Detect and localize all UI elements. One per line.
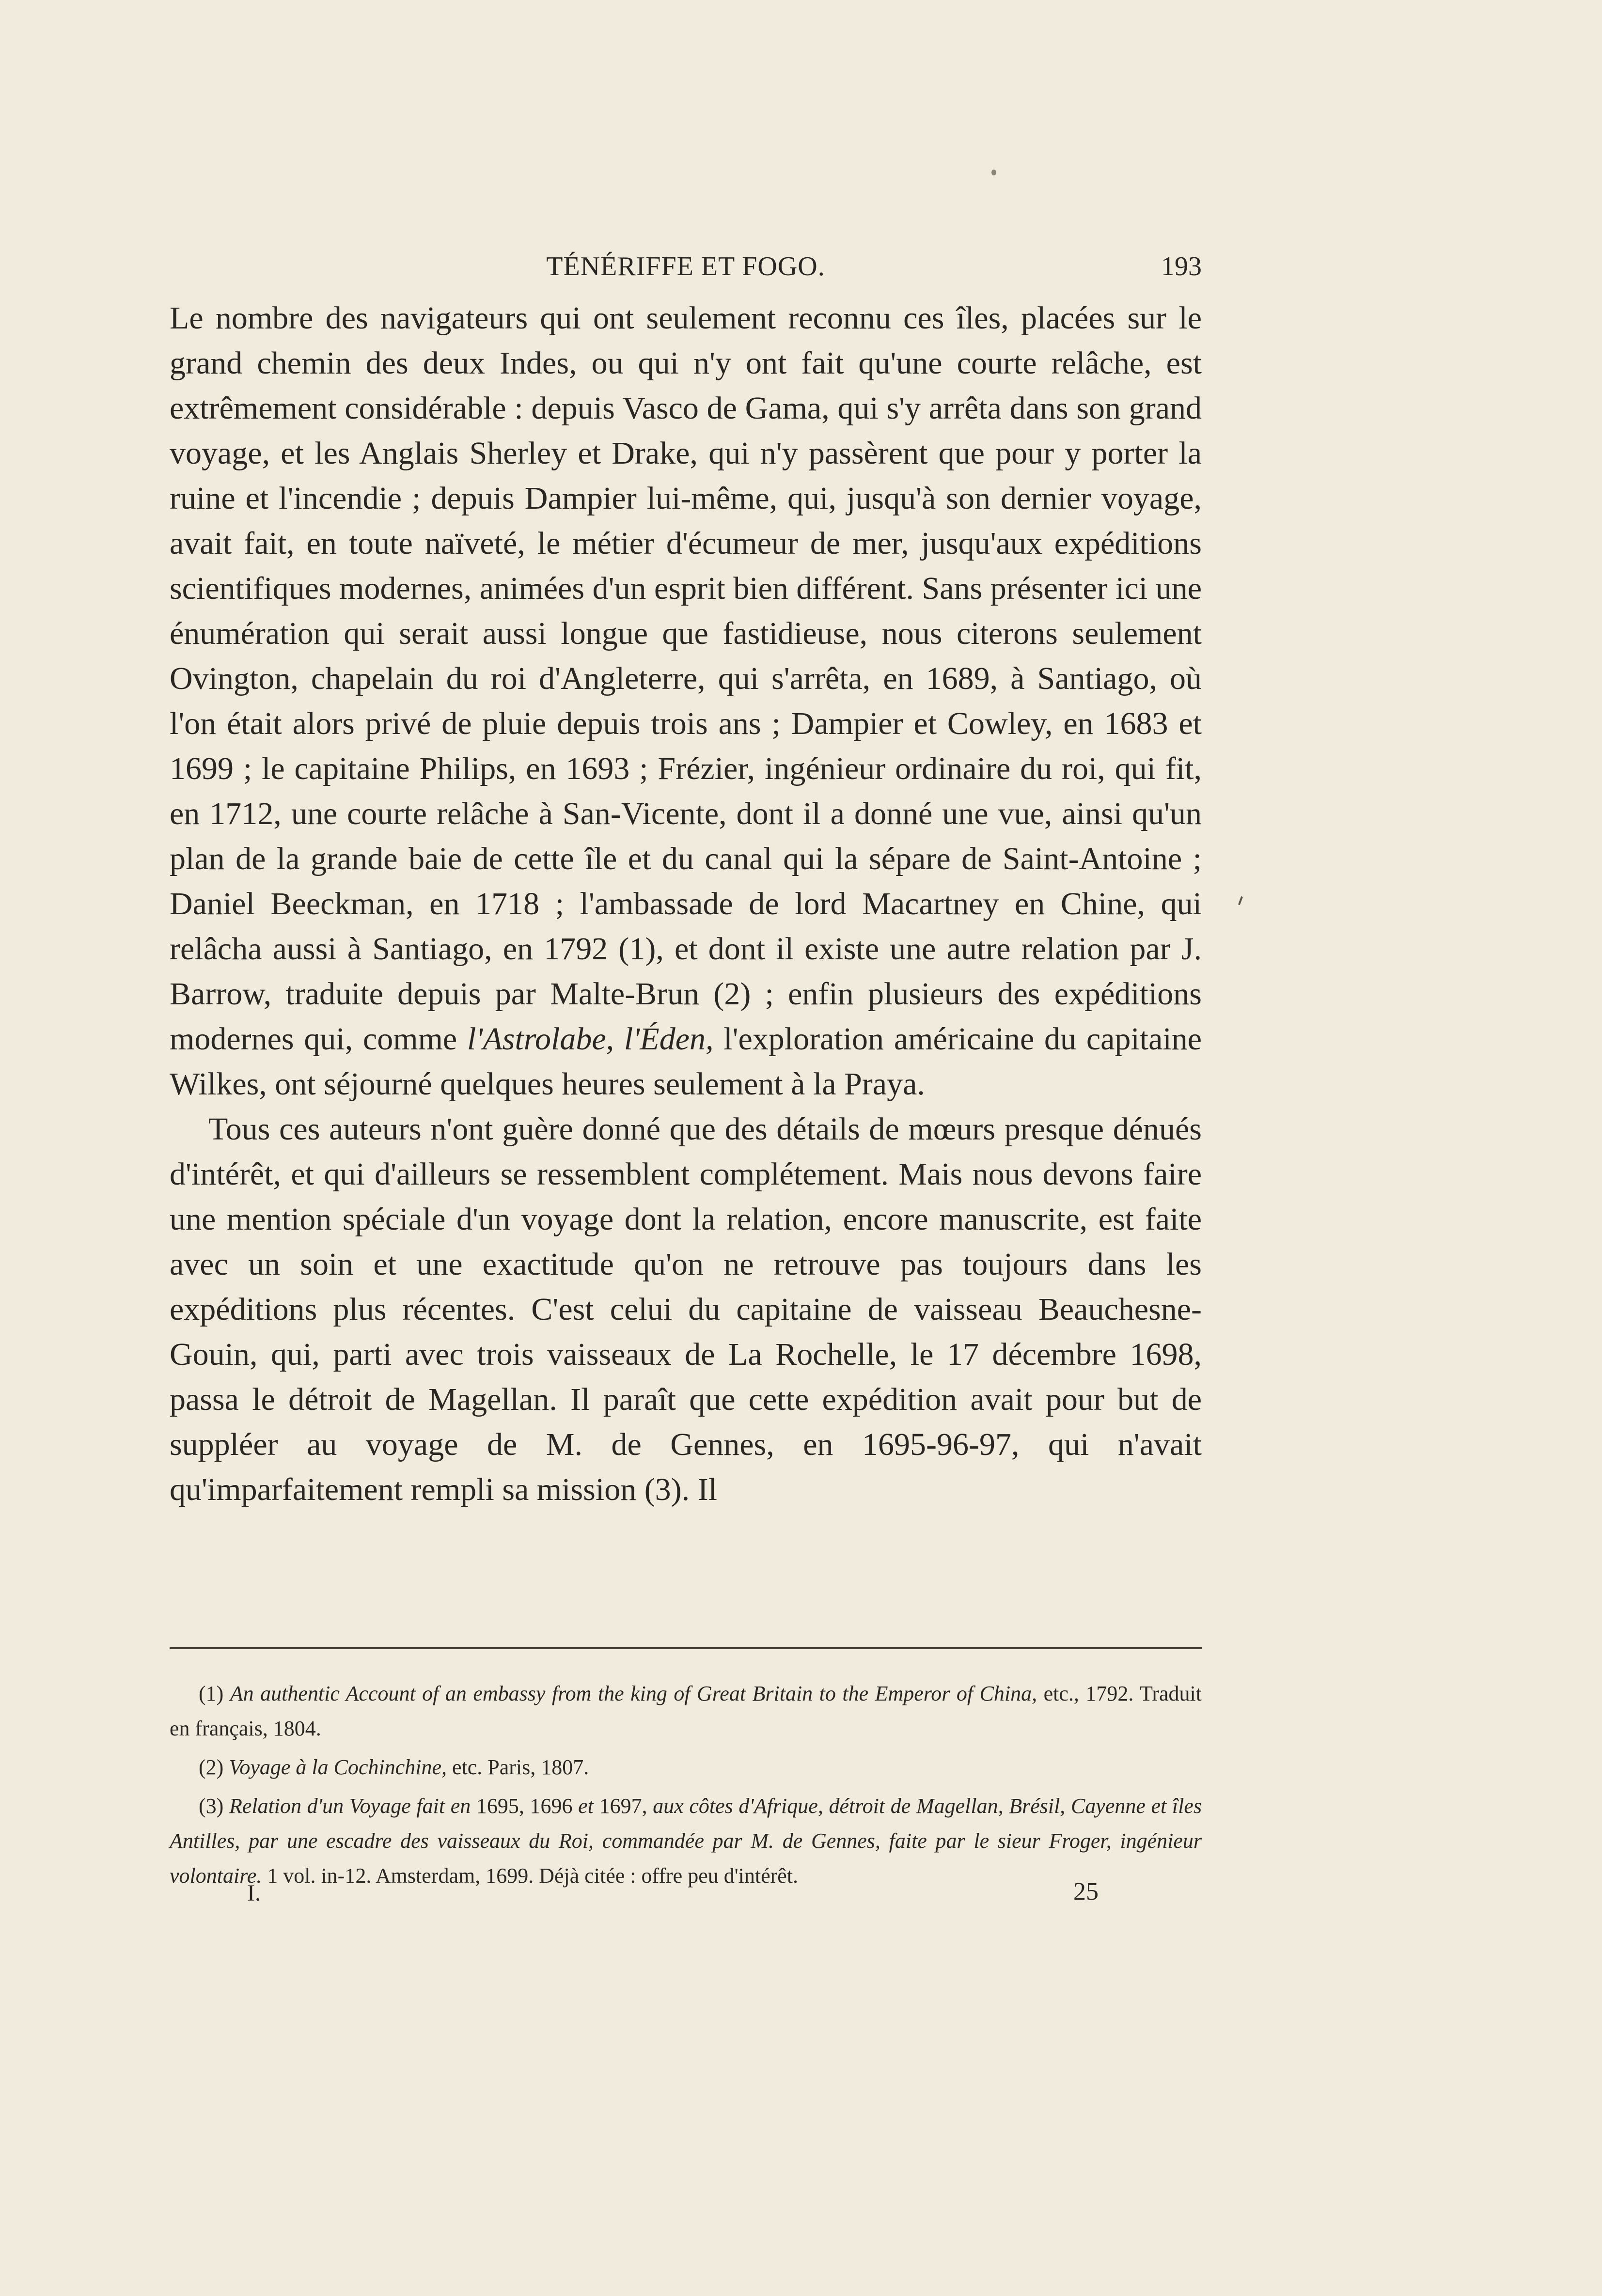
ink-speck: [991, 170, 996, 175]
signature-mark: I.: [247, 1880, 261, 1906]
footnote: [170, 1750, 1202, 1785]
paragraph-run: Tous ces auteurs n'ont guère donné que des détails de mœurs presque dénués d'intérêt, et qui d'ailleurs se ressemblent complétement. Mais nous devons faire une mention spéciale d'un voyage dont la relation, encore manuscrite, est faite avec un soin et une exactitude qu'on ne retrouve pas toujours dans les expéditions plus récentes. C'est celui du capitaine de vaisseau Beauchesne-Gouin, qui, parti avec trois vaisseaux de La Rochelle, le 17 décembre 1698, passa le détroit de Magellan. Il paraît que cette expédition avait pour but de suppléer au voyage de M. de Gennes, en 1695-96-97, qui n'avait qu'imparfaitement rempli sa mission (3). Il: [170, 1111, 1202, 1507]
paragraph-run: Le nombre des navigateurs qui ont seulement reconnu ces îles, placées sur le grand chemin des deux Indes, ou qui n'y ont fait qu'une courte relâche, est extrêmement considérable : depuis Vasco de Gama, qui s'y arrêta dans son grand voyage, et les Anglais Sherley et Drake, qui n'y passèrent que pour y porter la ruine et l'incendie ; depuis Dampier lui-même, qui, jusqu'à son dernier voyage, avait fait, en toute naïveté, le métier d'écumeur de mer, jusqu'aux expéditions scientifiques modernes, animées d'un esprit bien différent. Sans présenter ici une énumération qui serait aussi longue que fastidieuse, nous citerons seulement Ovington, chapelain du roi d'Angleterre, qui s'arrêta, en 1689, à Santiago, où l'on était alors privé de pluie depuis trois ans ; Dampier et Cowley, en 1683 et 1699 ; le capitaine Philips, en 1693 ; Frézier, ingénieur ordinaire du roi, qui fit, en 1712, une courte relâche à San-Vicente, dont il a donné une vue, ainsi qu'un plan de la grande baie de cette île et du canal qui la sépare de Saint-Antoine ; Daniel Beeckman, en 1718 ; l'ambassade de lord Macartney en Chine, qui relâcha aussi à Santiago, en 1792 (1), et dont il existe une autre relation par J. Barrow, traduite depuis par Malte-Brun (2) ; enfin plusieurs des expéditions modernes qui, comme: [170, 300, 1202, 1057]
footnote-run: (1): [199, 1682, 230, 1705]
paragraph: [170, 296, 1202, 1107]
paragraph: [170, 1107, 1202, 1512]
footnote: [170, 1789, 1202, 1893]
footnote-rule: [170, 1647, 1202, 1649]
footnote-run: An authentic Account of an embassy from the king of Great Britain to the Emperor of China,: [230, 1682, 1037, 1705]
footnote-run: aux côtes d'Afrique, détroit de Magellan, Brésil, Cayenne et îles Antilles, par une escadre des vaisseaux du Roi, commandée par M. de Gennes, faite par le sieur Froger, ingénieur volontaire.: [170, 1794, 1202, 1888]
footnote-run: 1 vol. in-12. Amsterdam, 1699. Déjà citée : offre peu d'intérêt.: [262, 1864, 799, 1888]
footnote-run: Relation d'un Voyage fait en: [229, 1794, 471, 1818]
footnotes: [170, 1676, 1202, 1897]
footnote-run: etc., 1792. Traduit en français, 1804.: [170, 1682, 1202, 1740]
footnote-run: (3): [199, 1794, 229, 1818]
footnote-run: (2): [199, 1755, 229, 1779]
page-number: 193: [1161, 251, 1202, 281]
page-header: [170, 245, 1202, 288]
footnote-run: 1697,: [593, 1794, 653, 1818]
sheet-number: 25: [1073, 1878, 1099, 1906]
footnote-run: 1695, 1696: [471, 1794, 579, 1818]
footnote-run: Voyage à la Cochinchine,: [229, 1755, 447, 1779]
paragraph-run: l'Astrolabe, l'Éden,: [467, 1021, 714, 1057]
footnote-run: etc. Paris, 1807.: [446, 1755, 589, 1779]
margin-mark: [1238, 896, 1243, 905]
footnote: [170, 1676, 1202, 1746]
paragraph-run: l'exploration américaine du capitaine Wilkes, ont séjourné quelques heures seulement à la Praya.: [170, 1021, 1202, 1102]
footnote-run: et: [578, 1794, 594, 1818]
body-text: [170, 296, 1202, 1512]
running-head: TÉNÉRIFFE ET FOGO.: [546, 251, 825, 281]
